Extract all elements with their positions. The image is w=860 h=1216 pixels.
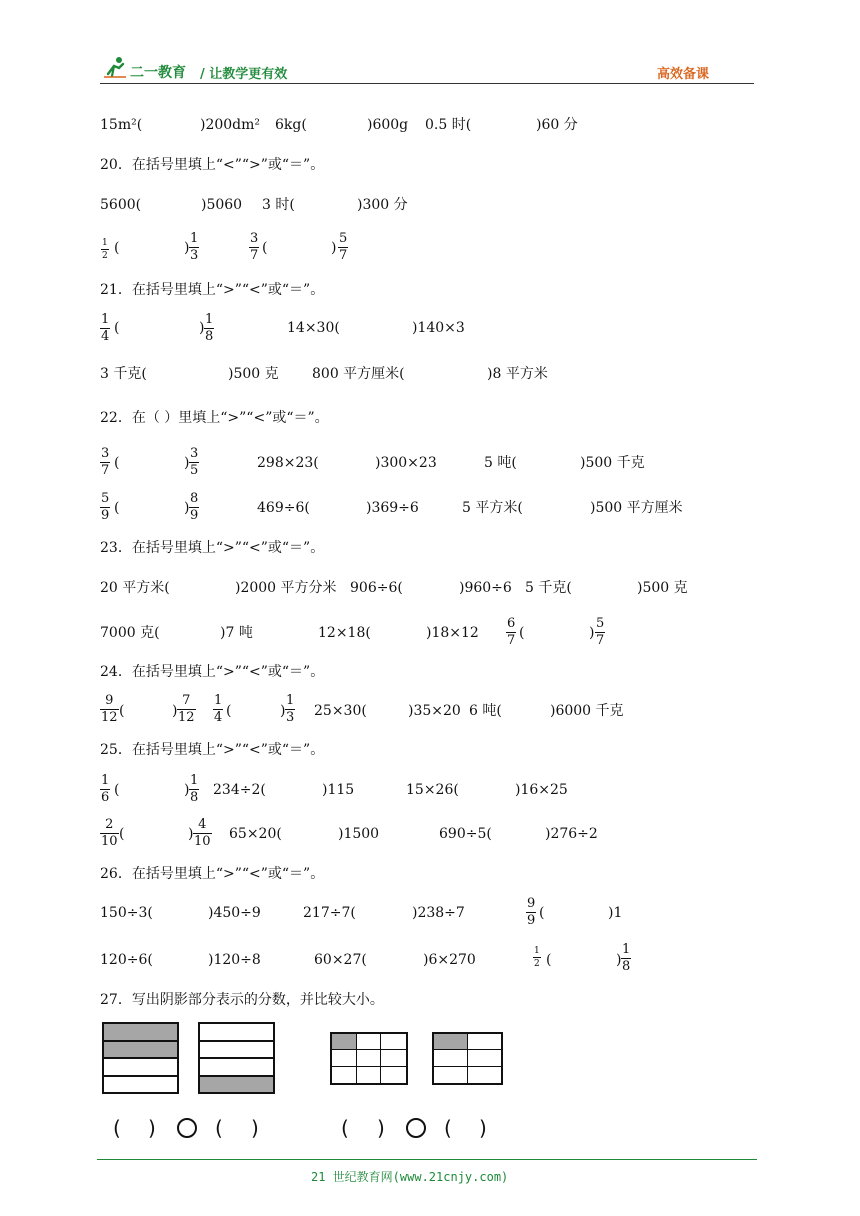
q20-r1-a-right: )5060 (201, 197, 243, 213)
q20-fraction-4: 5 7 (339, 231, 348, 263)
q25-r1-b-right: )115 (322, 782, 355, 798)
q25-r2-b: 65×20( (229, 826, 282, 842)
q26-fraction-1: 9 9 (527, 896, 536, 928)
header-logo-text: 二一教育 (130, 65, 186, 81)
q21-r2-b-right: )8 平方米 (487, 366, 548, 382)
q25-paren-open-2: ( (119, 826, 125, 842)
q25-r2-c-right: )276÷2 (545, 826, 598, 842)
q21-r2-b: 800 平方厘米( (312, 366, 405, 382)
q20-paren-close-2: ) (331, 240, 337, 256)
header-slogan: / 让教学更有效 (200, 67, 288, 82)
q25-paren-close-2: ) (188, 826, 194, 842)
q21-title: 21．在括号里填上“>”“<”或“＝”。 (100, 282, 325, 298)
q21-r1-b: 14×30( (287, 320, 340, 336)
q25-fraction-2: 1 8 (190, 773, 199, 805)
q22-paren-close-1: ) (184, 455, 190, 471)
header-divider (100, 83, 754, 84)
q27-compare-circle-2[interactable] (406, 1118, 426, 1138)
q26-r2-b-right: )6×270 (423, 952, 476, 968)
q26-fraction-2: 1 2 (534, 946, 540, 969)
q26-paren-close-2: ) (616, 952, 622, 968)
q19-item-c: 0.5 时( (425, 117, 472, 133)
q26-paren-open-2: ( (546, 952, 552, 968)
q27-compare-circle-1[interactable] (177, 1118, 197, 1138)
q25-r2-c: 690÷5( (439, 826, 492, 842)
q23-fraction-2: 5 7 (596, 616, 605, 648)
q21-paren-close-1: ) (199, 320, 205, 336)
q27-answer-1-close: ) (148, 1116, 156, 1140)
q27-answer-3-open: ( (341, 1116, 349, 1140)
q22-r1-c-right: )500 千克 (580, 455, 645, 471)
q26-r1-b-right: )238÷7 (412, 905, 465, 921)
q26-title: 26．在括号里填上“>”“<”或“＝”。 (100, 866, 325, 882)
q20-r1-a: 5600( (100, 197, 142, 213)
q23-r1-a: 20 平方米( (100, 580, 170, 596)
q23-title: 23．在括号里填上“>”“<”或“＝”。 (100, 540, 325, 556)
q27-title: 27．写出阴影部分表示的分数，并比较大小。 (100, 992, 384, 1008)
q23-r1-c-right: )500 克 (637, 580, 688, 596)
q23-r1-a-right: )2000 平方分米 (235, 580, 337, 596)
q21-r2-a-right: )500 克 (228, 366, 279, 382)
q24-fraction-2: 7 12 (178, 693, 195, 725)
q24-paren-close-1: ) (172, 703, 178, 719)
q22-r1-b-right: )300×23 (375, 455, 437, 471)
q22-r2-c-right: )500 平方厘米 (590, 500, 683, 516)
q23-r1-c: 5 千克( (525, 580, 572, 596)
q20-paren-open-2: ( (262, 240, 268, 256)
footer-divider (97, 1159, 757, 1160)
q20-title: 20．在括号里填上“<”“>”或“＝”。 (100, 157, 325, 173)
q24-paren-open-2: ( (226, 703, 232, 719)
header-right-label: 高效备课 (657, 67, 710, 82)
q24-r1-d-right: )6000 千克 (550, 703, 624, 719)
q24-r1-c-right: )35×20 (408, 703, 461, 719)
q22-r2-b-right: )369÷6 (366, 500, 419, 516)
q27-shape-1 (102, 1022, 179, 1094)
q22-r1-b: 298×23( (257, 455, 319, 471)
q26-paren-open-1: ( (539, 905, 545, 921)
q22-paren-open-1: ( (114, 455, 120, 471)
q24-r1-c: 25×30( (314, 703, 367, 719)
q25-r1-c: 15×26( (406, 782, 459, 798)
q25-fraction-3: 2 10 (101, 817, 118, 849)
q22-r1-c: 5 吨( (484, 455, 517, 471)
q26-r1-c-right: )1 (608, 905, 623, 921)
q19-item-b: 6kg( (275, 117, 307, 133)
q23-r1-b: 906÷6( (350, 580, 403, 596)
q24-fraction-3: 1 4 (214, 693, 223, 725)
q27-answer-3-close: ) (377, 1116, 385, 1140)
q26-r1-b: 217÷7( (303, 905, 356, 921)
q27-answer-4-open: ( (444, 1116, 452, 1140)
q19-item-b-right: )600g (367, 117, 409, 133)
q21-fraction-1: 1 4 (101, 312, 110, 344)
q23-r1-b-right: )960÷6 (459, 580, 512, 596)
q23-paren-close-1: ) (589, 625, 595, 641)
q20-fraction-3: 3 7 (250, 231, 259, 263)
q26-r2-a: 120÷6( (100, 952, 153, 968)
q22-paren-open-2: ( (114, 500, 120, 516)
q21-fraction-2: 1 8 (205, 312, 214, 344)
q25-fraction-1: 1 6 (101, 773, 110, 805)
q24-fraction-1: 9 12 (101, 693, 118, 725)
q25-r1-b: 234÷2( (213, 782, 266, 798)
q25-title: 25．在括号里填上“>”“<”或“＝”。 (100, 742, 325, 758)
q23-r2-b-right: )18×12 (426, 625, 479, 641)
q20-paren-close-1: ) (184, 240, 190, 256)
q23-paren-open-1: ( (519, 625, 525, 641)
q20-r1-b-right: )300 分 (357, 197, 408, 213)
q24-r1-d: 6 吨( (469, 703, 502, 719)
q22-r2-c: 5 平方米( (462, 500, 523, 516)
q22-paren-close-2: ) (184, 500, 190, 516)
q21-paren-open-1: ( (114, 320, 120, 336)
q20-r1-b: 3 时( (262, 197, 295, 213)
q23-fraction-1: 6 7 (507, 616, 516, 648)
q26-fraction-3: 1 8 (622, 942, 631, 974)
q23-r2-b: 12×18( (318, 625, 371, 641)
q22-title: 22．在（ ）里填上“>”“<”或“＝”。 (100, 410, 329, 426)
q26-r1-a: 150÷3( (100, 905, 153, 921)
q25-fraction-4: 4 10 (194, 817, 211, 849)
q24-title: 24．在括号里填上“>”“<”或“＝”。 (100, 664, 325, 680)
q26-r2-a-right: )120÷8 (208, 952, 261, 968)
q25-paren-open-1: ( (114, 782, 120, 798)
q27-answer-2-close: ) (251, 1116, 259, 1140)
q22-fraction-1: 3 7 (101, 446, 110, 478)
q24-paren-close-2: ) (280, 703, 286, 719)
q24-paren-open-1: ( (119, 703, 125, 719)
q22-r2-b: 469÷6( (257, 500, 310, 516)
q19-item-a: 15m²( (100, 117, 143, 133)
header-logo-icon (104, 56, 128, 78)
q27-shape-3 (330, 1032, 408, 1085)
q20-fraction-1: 1 2 (102, 238, 108, 261)
q21-r1-b-right: )140×3 (412, 320, 465, 336)
q27-answer-4-close: ) (479, 1116, 487, 1140)
q25-r1-c-right: )16×25 (515, 782, 568, 798)
q20-paren-open-1: ( (114, 240, 120, 256)
footer-text: 21 世纪教育网(www.21cnjy.com) (311, 1170, 509, 1184)
q27-shape-2 (198, 1022, 275, 1094)
q22-fraction-2: 3 5 (190, 446, 199, 478)
q26-r2-b: 60×27( (314, 952, 367, 968)
q21-r2-a: 3 千克( (100, 366, 147, 382)
q27-answer-2-open: ( (215, 1116, 223, 1140)
q23-r2-a-right: )7 吨 (220, 625, 253, 641)
q25-paren-close-1: ) (184, 782, 190, 798)
q23-r2-a: 7000 克( (100, 625, 160, 641)
q27-shape-4 (432, 1032, 503, 1085)
q27-answer-1-open: ( (113, 1116, 121, 1140)
q19-item-a-right: )200dm² (200, 117, 261, 133)
q24-fraction-4: 1 3 (286, 693, 295, 725)
q25-r2-b-right: )1500 (338, 826, 380, 842)
q22-fraction-3: 5 9 (101, 491, 110, 523)
q26-r1-a-right: )450÷9 (208, 905, 261, 921)
q20-fraction-2: 1 3 (190, 231, 199, 263)
q19-item-c-right: )60 分 (536, 117, 578, 133)
q22-fraction-4: 8 9 (190, 491, 199, 523)
